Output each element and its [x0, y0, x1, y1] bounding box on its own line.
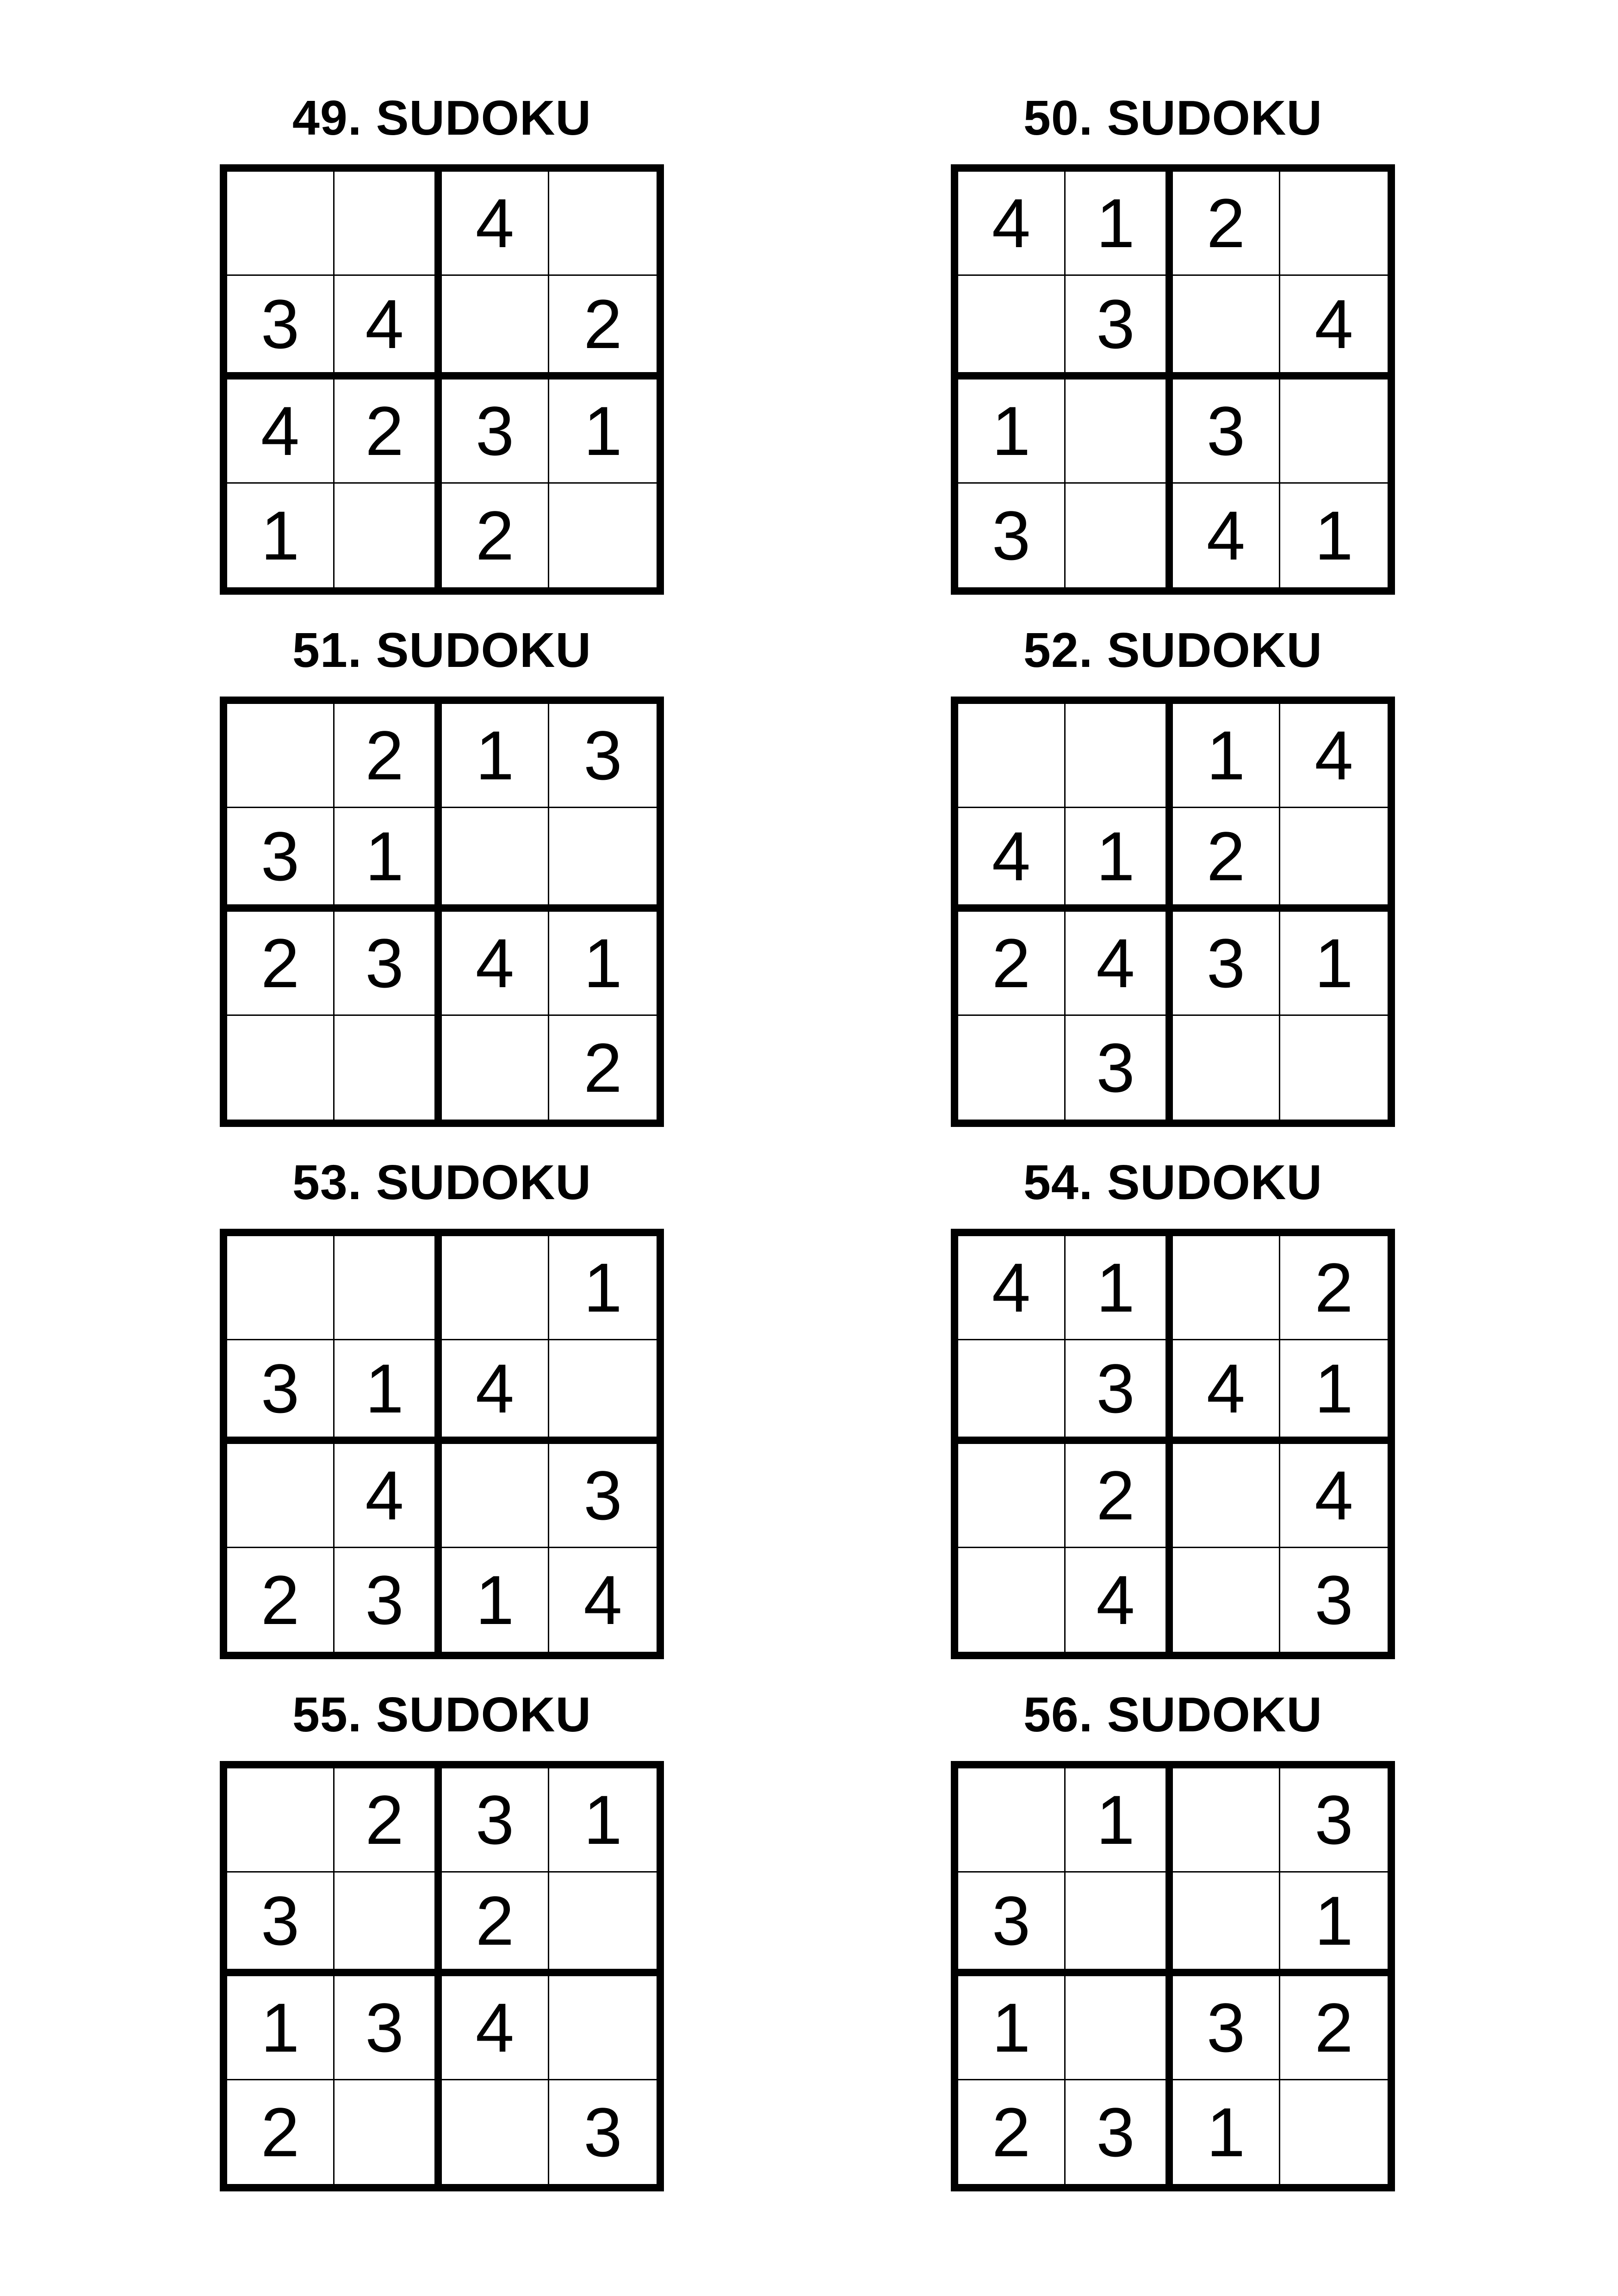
- sudoku-cell[interactable]: [1280, 808, 1388, 912]
- sudoku-cell[interactable]: 4: [958, 1236, 1066, 1340]
- sudoku-cell[interactable]: 3: [1066, 276, 1173, 380]
- sudoku-cell[interactable]: 2: [1280, 1236, 1388, 1340]
- sudoku-cell[interactable]: 1: [1173, 704, 1280, 808]
- sudoku-cell[interactable]: [442, 1236, 549, 1340]
- sudoku-cell[interactable]: [442, 1016, 549, 1120]
- sudoku-cell[interactable]: 4: [1066, 1548, 1173, 1652]
- sudoku-grid: [220, 164, 664, 595]
- sudoku-cell[interactable]: 2: [1173, 172, 1280, 276]
- sudoku-cell[interactable]: 1: [549, 1768, 657, 1873]
- sudoku-cell[interactable]: 4: [1280, 704, 1388, 808]
- sudoku-cell[interactable]: 4: [1066, 912, 1173, 1016]
- sudoku-cell[interactable]: 1: [442, 1548, 549, 1652]
- sudoku-cell[interactable]: 1: [227, 484, 335, 588]
- sudoku-cell[interactable]: [549, 484, 657, 588]
- sudoku-cell[interactable]: 4: [227, 380, 335, 484]
- sudoku-cell[interactable]: 1: [549, 380, 657, 484]
- sudoku-cell[interactable]: 2: [227, 2080, 335, 2184]
- sudoku-grid: [951, 697, 1395, 1127]
- sudoku-cell[interactable]: [442, 808, 549, 912]
- sudoku-cell[interactable]: 2: [1173, 808, 1280, 912]
- sudoku-cell[interactable]: [1066, 1873, 1173, 1977]
- sudoku-cell[interactable]: 3: [442, 1768, 549, 1873]
- sudoku-cell[interactable]: 3: [1173, 380, 1280, 484]
- sudoku-cell[interactable]: [1066, 380, 1173, 484]
- puzzle-title: 56. SUDOKU: [1023, 1687, 1323, 1742]
- sudoku-cell[interactable]: 3: [227, 1340, 335, 1444]
- sudoku-cell[interactable]: [1066, 484, 1173, 588]
- sudoku-cell[interactable]: [1173, 1768, 1280, 1873]
- sudoku-grid: [951, 164, 1395, 595]
- sudoku-cell[interactable]: 3: [1066, 1016, 1173, 1120]
- sudoku-grid: [220, 697, 664, 1127]
- sudoku-cell[interactable]: 2: [335, 704, 442, 808]
- sudoku-cell[interactable]: 4: [442, 1340, 549, 1444]
- puzzle-title: 50. SUDOKU: [1023, 91, 1323, 145]
- sudoku-cell[interactable]: [442, 2080, 549, 2184]
- sudoku-cell[interactable]: 4: [583, 1561, 622, 1639]
- sudoku-cell[interactable]: 4: [442, 1976, 549, 2080]
- puzzle-title: 51. SUDOKU: [292, 623, 592, 678]
- sudoku-cell[interactable]: 1: [549, 1236, 657, 1340]
- sudoku-cell[interactable]: [442, 276, 549, 380]
- sudoku-cell[interactable]: 3: [335, 1548, 442, 1652]
- sudoku-cell[interactable]: 3: [335, 912, 442, 1016]
- sudoku-cell[interactable]: 3: [1173, 912, 1280, 1016]
- sudoku-cell[interactable]: [549, 808, 657, 912]
- sudoku-cell[interactable]: 3: [335, 1976, 442, 2080]
- sudoku-grid: [220, 1229, 664, 1659]
- sudoku-cell[interactable]: [227, 1016, 335, 1120]
- sudoku-cell[interactable]: [958, 1548, 1066, 1652]
- sudoku-grid: [951, 1229, 1395, 1659]
- puzzle-title: 49. SUDOKU: [292, 91, 592, 145]
- sudoku-cell[interactable]: 1: [335, 1340, 442, 1444]
- sudoku-cell[interactable]: [335, 2080, 442, 2184]
- sudoku-cell[interactable]: 1: [1280, 1873, 1388, 1977]
- sudoku-cell[interactable]: [1173, 1236, 1280, 1340]
- sudoku-cell[interactable]: 2: [958, 912, 1066, 1016]
- sudoku-cell[interactable]: [1066, 704, 1173, 808]
- sudoku-cell[interactable]: [335, 484, 442, 588]
- puzzle-title: 54. SUDOKU: [1023, 1155, 1323, 1210]
- sudoku-cell[interactable]: 3: [1066, 1340, 1173, 1444]
- sudoku-cell[interactable]: 2: [442, 1873, 549, 1977]
- sudoku-grid: [951, 1761, 1395, 2191]
- sudoku-cell[interactable]: [335, 1873, 442, 1977]
- sudoku-cell[interactable]: 3: [583, 2093, 622, 2171]
- sudoku-cell[interactable]: 4: [442, 172, 549, 276]
- sudoku-cell[interactable]: 2: [583, 1028, 622, 1107]
- sudoku-cell[interactable]: 3: [958, 484, 1066, 588]
- sudoku-cell[interactable]: 3: [1314, 1561, 1353, 1639]
- sudoku-cell[interactable]: 4: [958, 172, 1066, 276]
- sudoku-cell[interactable]: 1: [1280, 912, 1388, 1016]
- sudoku-cell[interactable]: [1173, 1444, 1280, 1548]
- sudoku-cell[interactable]: 4: [1173, 484, 1280, 588]
- sudoku-cell[interactable]: [1173, 1873, 1280, 1977]
- sudoku-cell[interactable]: 4: [1280, 1444, 1388, 1548]
- sudoku-cell[interactable]: 1: [1066, 808, 1173, 912]
- sudoku-cell[interactable]: 1: [549, 912, 657, 1016]
- sudoku-cell[interactable]: 3: [549, 1444, 657, 1548]
- sudoku-cell[interactable]: 4: [442, 912, 549, 1016]
- sudoku-cell[interactable]: [442, 1444, 549, 1548]
- sudoku-cell[interactable]: 3: [227, 1873, 335, 1977]
- sudoku-cell[interactable]: 4: [1173, 1340, 1280, 1444]
- sudoku-cell[interactable]: 2: [1066, 1444, 1173, 1548]
- sudoku-cell[interactable]: [549, 1340, 657, 1444]
- sudoku-cell[interactable]: 3: [1066, 2080, 1173, 2184]
- sudoku-cell[interactable]: 3: [958, 1873, 1066, 1977]
- sudoku-cell[interactable]: 3: [227, 808, 335, 912]
- sudoku-cell[interactable]: 1: [958, 380, 1066, 484]
- sudoku-cell[interactable]: 2: [335, 380, 442, 484]
- sudoku-cell[interactable]: 1: [1066, 172, 1173, 276]
- sudoku-cell[interactable]: [227, 704, 335, 808]
- sudoku-cell[interactable]: 2: [1280, 1976, 1388, 2080]
- sudoku-cell[interactable]: 1: [1066, 1768, 1173, 1873]
- sudoku-cell[interactable]: [958, 276, 1066, 380]
- sudoku-cell[interactable]: [1280, 2080, 1388, 2184]
- sudoku-cell[interactable]: [227, 1236, 335, 1340]
- sudoku-cell[interactable]: [335, 1236, 442, 1340]
- sudoku-cell[interactable]: 3: [1173, 1976, 1280, 2080]
- sudoku-cell[interactable]: 2: [958, 2080, 1066, 2184]
- sudoku-cell[interactable]: 1: [335, 808, 442, 912]
- sudoku-cell[interactable]: 1: [1280, 1340, 1388, 1444]
- sudoku-cell[interactable]: 4: [1280, 276, 1388, 380]
- sudoku-cell[interactable]: [549, 172, 657, 276]
- sudoku-cell[interactable]: [958, 1016, 1066, 1120]
- sudoku-cell[interactable]: [1173, 1548, 1280, 1652]
- sudoku-cell[interactable]: [958, 1340, 1066, 1444]
- sudoku-cell[interactable]: 2: [442, 484, 549, 588]
- sudoku-cell[interactable]: 1: [1173, 2080, 1280, 2184]
- sudoku-cell[interactable]: 1: [442, 704, 549, 808]
- sudoku-cell[interactable]: 4: [958, 808, 1066, 912]
- sudoku-cell[interactable]: [1280, 1016, 1388, 1120]
- puzzle-title: 52. SUDOKU: [1023, 623, 1323, 678]
- sudoku-cell[interactable]: [1173, 1016, 1280, 1120]
- sudoku-cell[interactable]: 1: [1314, 496, 1353, 574]
- puzzle-title: 53. SUDOKU: [292, 1155, 592, 1210]
- sudoku-cell[interactable]: 3: [442, 380, 549, 484]
- sudoku-cell[interactable]: [958, 1768, 1066, 1873]
- sudoku-cell[interactable]: [1280, 172, 1388, 276]
- sudoku-cell[interactable]: 3: [227, 276, 335, 380]
- sudoku-cell[interactable]: 1: [958, 1976, 1066, 2080]
- sudoku-cell[interactable]: [549, 1873, 657, 1977]
- sudoku-cell[interactable]: [227, 1444, 335, 1548]
- sudoku-cell[interactable]: [335, 1016, 442, 1120]
- sudoku-cell[interactable]: 2: [335, 1768, 442, 1873]
- sudoku-cell[interactable]: 2: [549, 276, 657, 380]
- sudoku-cell[interactable]: 2: [227, 1548, 335, 1652]
- sudoku-cell[interactable]: 1: [227, 1976, 335, 2080]
- sudoku-cell[interactable]: [1173, 276, 1280, 380]
- sudoku-grid: [220, 1761, 664, 2191]
- sudoku-cell[interactable]: 3: [1280, 1768, 1388, 1873]
- sudoku-cell[interactable]: 3: [549, 704, 657, 808]
- sudoku-cell[interactable]: [335, 172, 442, 276]
- sudoku-cell[interactable]: [1066, 1976, 1173, 2080]
- sudoku-cell[interactable]: [227, 172, 335, 276]
- sudoku-cell[interactable]: 4: [335, 276, 442, 380]
- sudoku-cell[interactable]: 2: [227, 912, 335, 1016]
- sudoku-cell[interactable]: [958, 1444, 1066, 1548]
- sudoku-cell[interactable]: [227, 1768, 335, 1873]
- sudoku-cell[interactable]: [549, 1976, 657, 2080]
- puzzle-title: 55. SUDOKU: [292, 1687, 592, 1742]
- sudoku-cell[interactable]: [1280, 380, 1388, 484]
- sudoku-cell[interactable]: 4: [335, 1444, 442, 1548]
- sudoku-cell[interactable]: 1: [1066, 1236, 1173, 1340]
- sudoku-cell[interactable]: [958, 704, 1066, 808]
